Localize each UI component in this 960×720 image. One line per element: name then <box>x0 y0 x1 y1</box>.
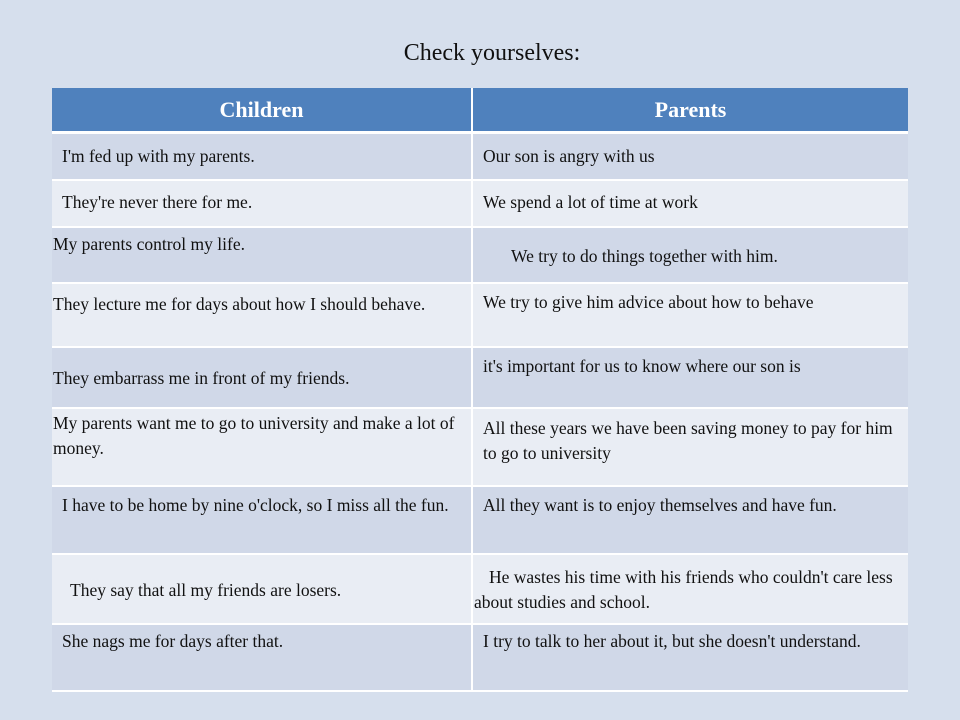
children-cell: They're never there for me. <box>52 180 472 227</box>
table-row <box>52 180 908 227</box>
table-row <box>52 554 908 624</box>
comparison-table <box>52 88 908 692</box>
children-cell: My parents want me to go to university and make a lot of money. <box>52 408 472 486</box>
parents-cell: it's important for us to know where our son is <box>472 347 908 408</box>
children-cell: I'm fed up with my parents. <box>52 133 472 180</box>
parents-cell: We try to give him advice about how to behave <box>472 283 908 347</box>
table-row <box>52 227 908 283</box>
table-row <box>52 283 908 347</box>
table-row <box>52 486 908 554</box>
parents-cell: He wastes his time with his friends who couldn't care less about studies and school. <box>472 554 908 624</box>
table-row <box>52 624 908 691</box>
children-cell: They say that all my friends are losers. <box>52 554 472 624</box>
table-header-row <box>52 88 908 133</box>
children-cell: My parents control my life. <box>52 227 472 283</box>
children-cell: They embarrass me in front of my friends. <box>52 347 472 408</box>
parents-cell: I try to talk to her about it, but she doesn't understand. <box>472 624 908 691</box>
table-row <box>52 408 908 486</box>
parents-cell: We spend a lot of time at work <box>472 180 908 227</box>
header-parents: Parents <box>472 88 908 133</box>
parents-cell: All they want is to enjoy themselves and have fun. <box>472 486 908 554</box>
header-children: Children <box>52 88 472 133</box>
parents-cell: Our son is angry with us <box>472 133 908 180</box>
table-row <box>52 133 908 180</box>
children-cell: She nags me for days after that. <box>52 624 472 691</box>
parents-cell: All these years we have been saving money to pay for him to go to university <box>472 408 908 486</box>
children-cell: I have to be home by nine o'clock, so I miss all the fun. <box>52 486 472 554</box>
children-cell: They lecture me for days about how I should behave. <box>52 283 472 347</box>
page-title: Check yourselves: <box>403 40 581 66</box>
parents-cell: We try to do things together with him. <box>472 227 908 283</box>
table-row <box>52 347 908 408</box>
